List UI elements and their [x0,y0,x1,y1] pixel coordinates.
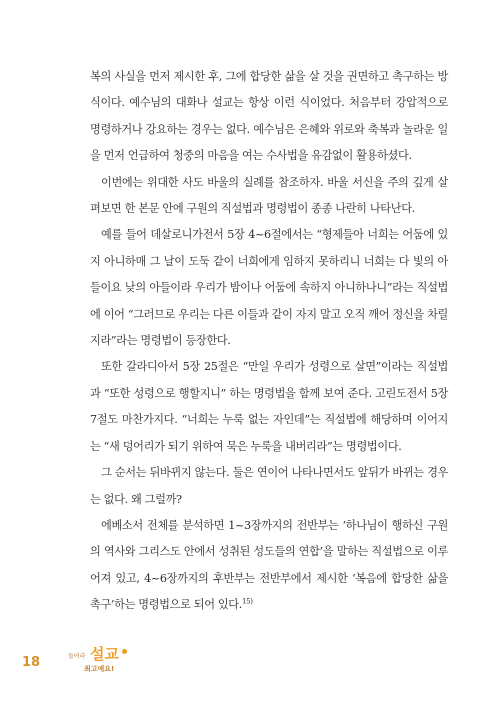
logo-dot-icon [122,649,127,654]
page-number: 18 [22,655,41,670]
body-text [90,64,448,619]
paragraph-4 [90,354,448,460]
paragraph-5 [90,460,448,513]
paragraph-6 [90,513,448,619]
logo-main-text: 설교 [90,645,119,663]
footnote-marker: 15) [241,597,253,606]
paragraph-text: 또한 갈라디아서 5장 25절은 “만일 우리가 성령으로 살면”이라는 직설법과 “또한 성령으로 행할지니” 하는 명령법을 함께 보여 준다. 고린도전서 5장 7절도 마찬가지다. “너희는 누룩 없는 자인데”는 직설법에 해당하며 이어지는 “새 덩어리가 되기 위하여 묵은 누룩을 내버리라”는 명령법이다. [90,360,448,453]
paragraph-text: 이번에는 위대한 사도 바울의 실례를 참조하자. 바울 서신을 주의 깊게 살펴보면 한 본문 안에 구원의 직설법과 명령법이 종종 나란히 나타난다. [90,175,448,216]
logo-top-text: 들어라 [68,653,86,660]
paragraph-text: 그 순서는 뒤바뀌지 않는다. 둘은 연이어 나타나면서도 앞뒤가 바뀌는 경우는 없다. 왜 그럴까? [90,466,448,506]
page-footer [22,647,322,697]
book-logo [64,647,134,681]
paragraph-text: 예를 들어 데살로니가전서 5장 4~6절에서는 “형제들아 너희는 어둠에 있지 아니하매 그 날이 도둑 같이 너희에게 임하지 못하리니 너희는 다 빛의 아들이요 낮의 아들이라 우리가 밤이나 어둠에 속하지 아니하나니”라는 직설법에 이어 “그러므로 우리는 다른 이들과 같이 자지 말고 오직 깨어 정신을 차릴지라”라는 명령법이 등장한다. [90,228,448,348]
paragraph-text: 복의 사실을 먼저 제시한 후, 그에 합당한 삶을 살 것을 권면하고 촉구하는 방식이다. 예수님의 대화나 설교는 항상 이런 식이었다. 처음부터 강압적으로 명령하거나 강요하는 경우는 없다. 예수님은 은혜와 위로와 축복과 놀라운 일을 먼저 언급하여 청중의 마음을 여는 수사법을 유감없이 활용하셨다. [90,70,448,163]
paragraph-text: 에베소서 전체를 분석하면 1~3장까지의 전반부는 ‘하나님이 행하신 구원의 역사와 그리스도 안에서 성취된 성도들의 연합’을 말하는 직설법으로 이루어져 있고, 4~6장까지의 후반부는 전반부에서 제시한 ‘복음에 합당한 삶을 촉구’하는 명령법으로 되어 있다. [90,518,448,612]
paragraph-2 [90,170,448,223]
paragraph-1 [90,64,448,170]
paragraph-3 [90,222,448,354]
logo-bottom-text: 최고예요! [84,665,115,673]
